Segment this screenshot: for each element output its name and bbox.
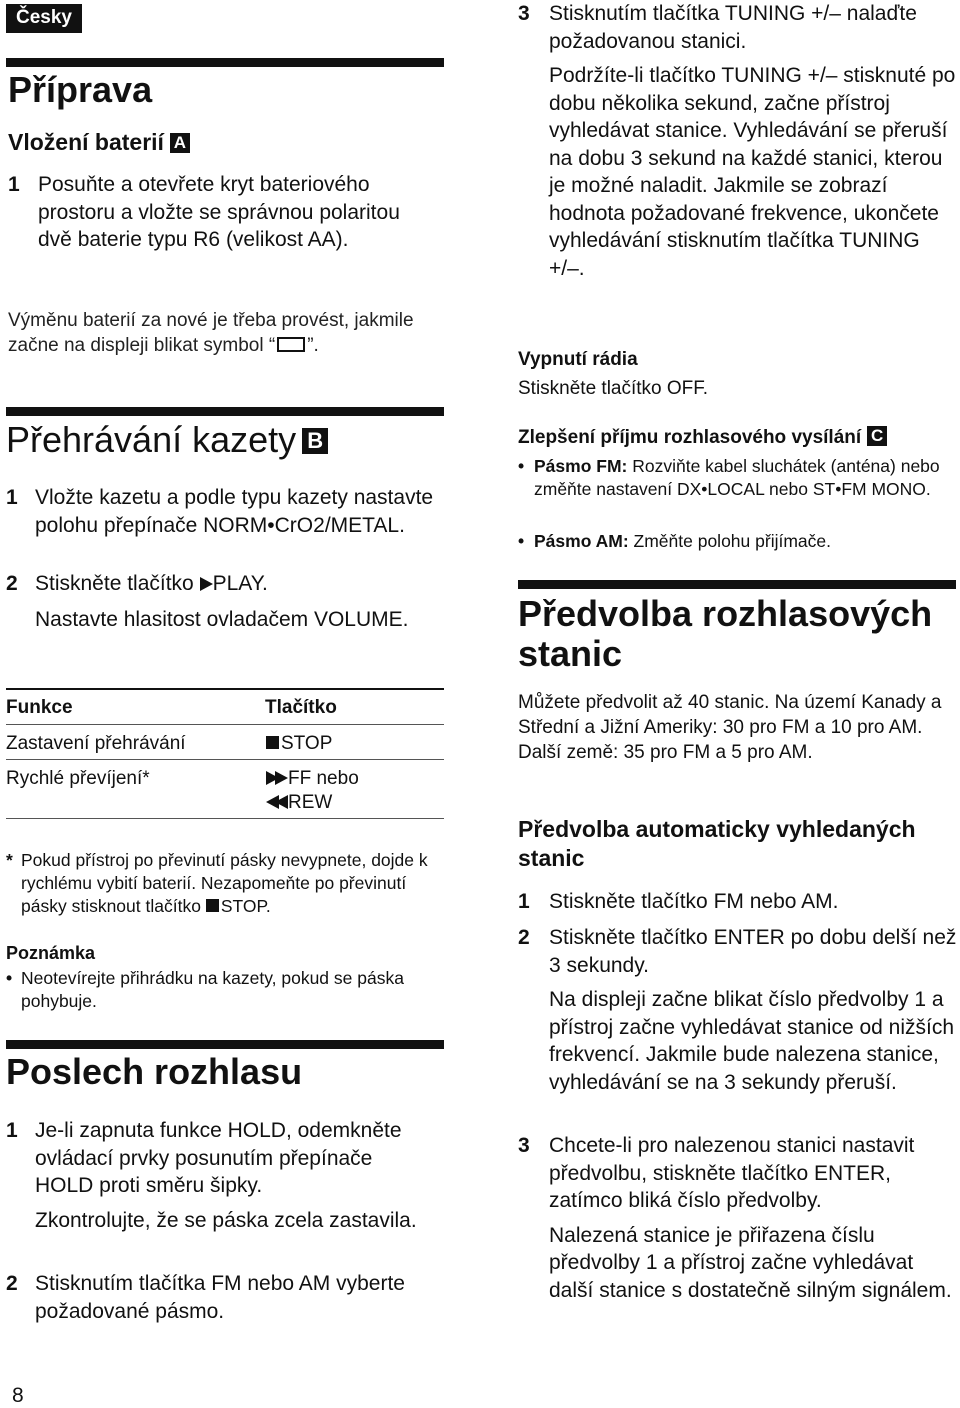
step-text: Stisknutím tlačítka FM nebo AM vyberte požadované pásmo. [35,1272,405,1323]
auto-step-2 [518,924,958,1096]
am-text: Změňte polohu přijímače. [633,531,831,551]
poslech-step-1 [6,1117,436,1234]
table-cell: FF nebo [288,768,359,789]
tuning-step-3 [518,0,956,282]
table-header-funkce: Funkce [6,697,73,718]
kazeta-title-text: Přehrávání kazety [6,419,297,460]
off-text: Stiskněte tlačítko OFF. [518,378,709,399]
note-text: Neotevírejte přihrádku na kazety, pokud se páska pohybuje. [21,968,404,1011]
stop-icon [206,899,219,912]
step-text: Stiskněte tlačítko ENTER po dobu delší než 3 sekundy. [549,926,957,977]
note-heading: Poznámka [6,943,96,963]
step-number: 1 [6,1119,18,1142]
footnote-text: Pokud přístroj po převinutí pásky nevypnete, dojde k rychlému vybití baterií. Nezapomeňte po převinutí pásky stisknout tlačítko [21,850,428,916]
step-text: Vložte kazetu a podle typu kazety nastavte polohu přepínače NORM•CrO2/METAL. [35,486,434,537]
figure-c-marker: C [867,426,887,446]
step-text: Stiskněte tlačítko [35,572,194,595]
step-number: 2 [6,572,18,595]
figure-b-marker: B [302,428,328,454]
table-row [6,725,444,759]
section-rule [6,1040,444,1049]
step-text: Je-li zapnuta funkce HOLD, odemkněte ovládací prvky posunutím přepínače HOLD proti směru šipky. [35,1119,402,1197]
function-table [6,696,444,819]
kazeta-step-1 [6,484,436,539]
step-text: Chcete-li pro nalezenou stanici nastavit předvolbu, stiskněte tlačítko ENTER, zatímco bliká číslo předvolby. [549,1134,915,1212]
predvolba-intro-text: Můžete předvolit až 40 stanic. Na území Kanady a Střední a Jižní Ameriky: 30 pro FM a 10 pro AM. [518,692,942,738]
improve-heading [518,426,887,450]
baterie-heading [8,128,190,156]
section-rule [6,58,444,67]
step-number: 1 [6,486,18,509]
baterie-step-1 [8,171,438,254]
step-sub-text: Podržíte-li tlačítko TUNING +/– stisknuté po dobu několika sekund, začne přístroj vyhledávat stanice. Vyhledávání se přeruší na dobu 3 sekund na každé stanici, kterou je možné naladit. Jakmile se zobrazí hodnota požadované frekvence, ukončete vyhledávání stisknutím tlačítka TUNING +/–. [549,64,956,280]
step-number: 1 [518,890,530,913]
step-text: Stiskněte tlačítko FM nebo AM. [549,890,839,913]
kazeta-step-2 [6,570,436,633]
predvolba-title: Předvolba rozhlasových stanic [518,593,933,674]
table-top-rule [6,688,444,690]
auto-step-1 [518,888,958,916]
poslech-title: Poslech rozhlasu [6,1051,303,1092]
kazeta-title [6,420,328,460]
battery-icon [277,337,305,352]
language-tag: Česky [6,4,82,33]
predvolba-intro-text-2: Další země: 35 pro FM a 5 pro AM. [518,742,813,763]
step-number: 1 [8,173,20,196]
step-text: Posuňte a otevřete kryt bateriového prostoru a vložte se správnou polaritou dvě baterie typu R6 (velikost AA). [38,173,400,251]
footnote [6,849,436,918]
table-divider [6,818,444,819]
table-cell: Zastavení přehrávání [6,733,186,754]
page-number: 8 [12,1384,24,1407]
table-row [6,760,444,818]
replace-text: Výměnu baterií za nové je třeba provést, jakmile začne na displeji blikat symbol “ [8,310,414,356]
baterie-heading-text: Vložení baterií [8,129,164,155]
improve-fm [518,455,956,501]
table-cell: Rychlé převíjení* [6,768,150,789]
note-item [6,967,436,1013]
bullet: • [518,531,525,551]
step-text: Stisknutím tlačítka TUNING +/– nalaďte požadovanou stanici. [549,2,917,53]
poslech-step-2 [6,1270,436,1325]
rew-icon [275,795,288,809]
figure-a-marker: A [170,133,190,153]
replace-text-end: ”. [307,335,319,356]
step-number: 2 [6,1272,18,1295]
baterie-replace-note [8,308,438,358]
table-header [6,696,444,724]
step-sub-text: Nastavte hlasitost ovladačem VOLUME. [35,607,409,631]
priprava-title: Příprava [8,69,153,110]
table-cell: STOP [281,733,333,754]
off-heading: Vypnutí rádia [518,349,638,370]
table-cell: REW [288,792,333,813]
improve-am [518,530,956,553]
step-number: 2 [518,926,530,949]
improve-heading-text: Zlepšení příjmu rozhlasového vysílání [518,427,862,448]
section-rule [6,407,444,416]
am-label: Pásmo AM: [534,531,629,551]
step-number: 3 [518,2,530,25]
bullet: • [518,456,525,476]
step-sub-text: Zkontrolujte, že se páska zcela zastavila. [35,1208,417,1232]
fm-text: Rozviňte kabel sluchátek (anténa) nebo změňte nastavení DX•LOCAL nebo ST•FM MONO. [534,456,940,499]
table-header-tlacitko: Tlačítko [265,697,337,718]
predvolba-intro [518,690,956,765]
footnote-star: * [6,850,13,870]
footnote-text-end: STOP. [220,896,271,916]
play-icon [200,577,213,591]
fm-label: Pásmo FM: [534,456,628,476]
step-sub-text: Na displeji začne blikat číslo předvolby 1 a přístroj začne vyhledávat stanice od nižších frekvencí. Jakmile bude nalezena stanice, vyhledávání se na 3 sekundy přeruší. [549,988,955,1094]
ff-icon [275,771,288,785]
play-label: PLAY. [212,572,268,595]
stop-icon [266,736,279,749]
step-sub-text: Nalezená stanice je přiřazena číslu předvolby 1 a přístroj začne vyhledávat další stanice s dostatečně silným signálem. [549,1223,952,1302]
bullet: • [6,968,13,988]
auto-step-3 [518,1132,958,1304]
section-rule [518,580,956,589]
auto-heading: Předvolba automaticky vyhledaných stanic [518,816,916,871]
step-number: 3 [518,1134,530,1157]
